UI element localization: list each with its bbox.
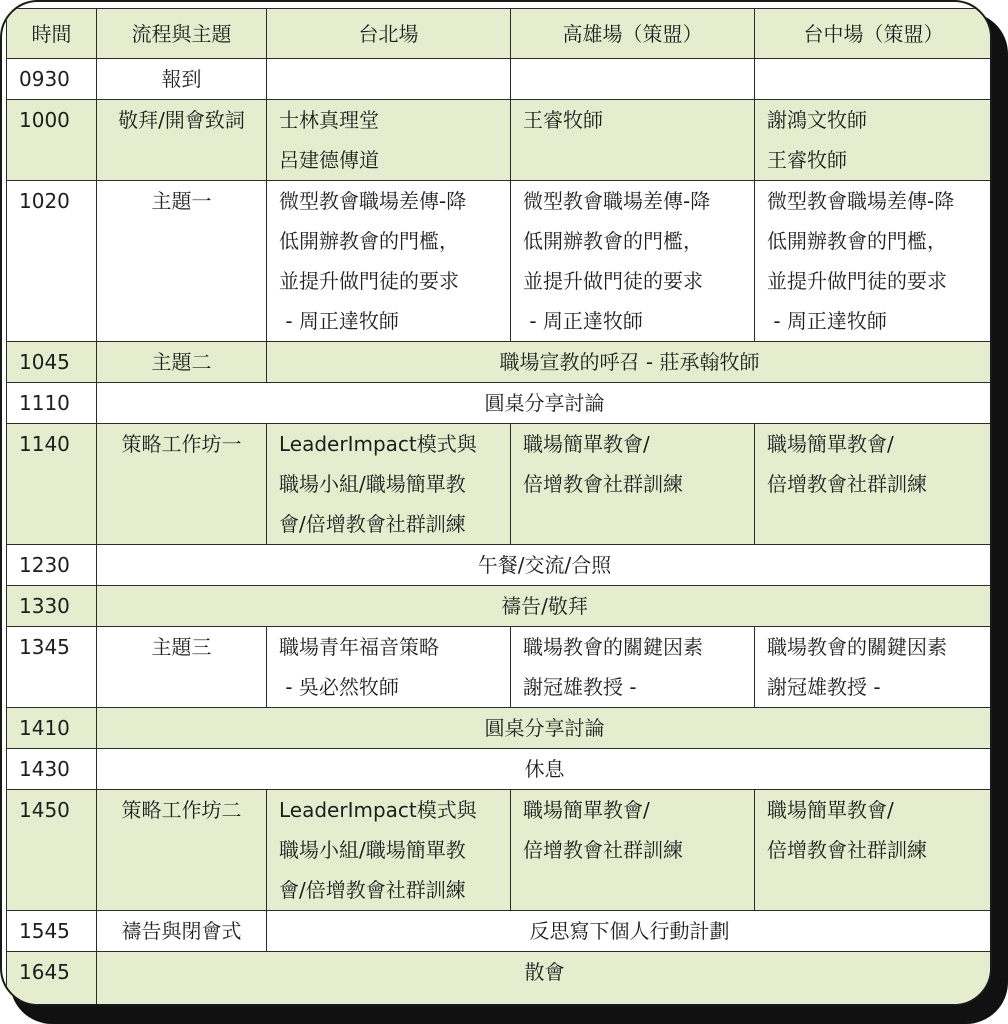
table-row (7, 911, 993, 952)
table-row (7, 100, 993, 181)
taichung-cell (755, 627, 993, 708)
cell-line: 微型教會職場差傳-降 (279, 189, 467, 213)
table-row (7, 181, 993, 342)
span-cell: 職場宣教的呼召 - 莊承翰牧師 (267, 342, 993, 383)
cell-line: - 周正達牧師 (523, 309, 643, 333)
cell-line: 職場教會的關鍵因素 (523, 635, 703, 659)
taichung-cell (755, 59, 993, 100)
cell-line: 低開辦教會的門檻， (523, 229, 703, 253)
time-cell: 1430 (7, 749, 97, 790)
topic-cell: 主題一 (97, 181, 267, 342)
header-row (7, 9, 993, 59)
cell-line: 低開辦教會的門檻， (767, 229, 947, 253)
cell-line: 職場青年福音策略 (279, 635, 439, 659)
cell-line: 謝鴻文牧師 (767, 108, 867, 132)
time-cell: 1330 (7, 586, 97, 627)
cell-line: 並提升做門徒的要求 (767, 269, 947, 293)
cell-line: 職場教會的關鍵因素 (767, 635, 947, 659)
time-cell: 1450 (7, 790, 97, 911)
header-time: 時間 (7, 9, 97, 59)
span-cell: 禱告/敬拜 (97, 586, 993, 627)
cell-line: LeaderImpact模式與 (279, 798, 477, 822)
topic-cell: 主題二 (97, 342, 267, 383)
topic-cell: 主題三 (97, 627, 267, 708)
time-cell: 1020 (7, 181, 97, 342)
time-cell: 1230 (7, 545, 97, 586)
taipei-cell (267, 627, 511, 708)
table-row (7, 424, 993, 545)
span-cell: 散會 (97, 952, 993, 1005)
kaohsiung-cell (511, 627, 755, 708)
cell-line: 王睿牧師 (523, 108, 603, 132)
kaohsiung-cell (511, 181, 755, 342)
header-taichung: 台中場（策盟） (755, 9, 993, 59)
table-row (7, 545, 993, 586)
header-topic: 流程與主題 (97, 9, 267, 59)
cell-line: 倍增教會社群訓練 (523, 838, 683, 862)
cell-line: 微型教會職場差傳-降 (523, 189, 711, 213)
table-row (7, 342, 993, 383)
kaohsiung-cell (511, 59, 755, 100)
topic-cell: 禱告與閉會式 (97, 911, 267, 952)
span-cell: 反思寫下個人行動計劃 (267, 911, 993, 952)
cell-line: 倍增教會社群訓練 (523, 472, 683, 496)
cell-line: - 周正達牧師 (767, 309, 887, 333)
kaohsiung-cell (511, 790, 755, 911)
taipei-cell (267, 424, 511, 545)
time-cell: 1045 (7, 342, 97, 383)
cell-line: 並提升做門徒的要求 (279, 269, 459, 293)
taichung-cell (755, 181, 993, 342)
cell-line: 倍增教會社群訓練 (767, 472, 927, 496)
span-cell: 休息 (97, 749, 993, 790)
taipei-cell (267, 100, 511, 181)
cell-line: - 周正達牧師 (279, 309, 399, 333)
cell-line: 微型教會職場差傳-降 (767, 189, 955, 213)
time-cell: 1410 (7, 708, 97, 749)
schedule-table (6, 8, 992, 1005)
cell-line: 職場簡單教會/ (523, 432, 650, 456)
cell-line: - 吳必然牧師 (279, 675, 399, 699)
taichung-cell (755, 100, 993, 181)
cell-line: LeaderImpact模式與 (279, 432, 477, 456)
topic-cell: 策略工作坊一 (97, 424, 267, 545)
topic-cell: 策略工作坊二 (97, 790, 267, 911)
table-row (7, 749, 993, 790)
topic-cell: 敬拜/開會致詞 (97, 100, 267, 181)
cell-line: 倍增教會社群訓練 (767, 838, 927, 862)
taichung-cell (755, 424, 993, 545)
kaohsiung-cell (511, 424, 755, 545)
cell-line: 士林真理堂 (279, 108, 379, 132)
span-cell: 圓桌分享討論 (97, 708, 993, 749)
cell-line: 職場簡單教會/ (767, 432, 894, 456)
table-row (7, 708, 993, 749)
span-cell: 圓桌分享討論 (97, 383, 993, 424)
time-cell: 1000 (7, 100, 97, 181)
time-cell: 1110 (7, 383, 97, 424)
time-cell: 1345 (7, 627, 97, 708)
time-cell: 1645 (7, 952, 97, 1005)
taipei-cell (267, 181, 511, 342)
cell-line: 職場小組/職場簡單教 (279, 472, 466, 496)
cell-line: 職場小組/職場簡單教 (279, 838, 466, 862)
table-row (7, 383, 993, 424)
table-row (7, 790, 993, 911)
cell-line: 謝冠雄教授 - (523, 675, 637, 699)
table-row (7, 59, 993, 100)
header-taipei: 台北場 (267, 9, 511, 59)
cell-line: 謝冠雄教授 - (767, 675, 881, 699)
cell-line: 職場簡單教會/ (523, 798, 650, 822)
taipei-cell (267, 790, 511, 911)
cell-line: 低開辦教會的門檻， (279, 229, 459, 253)
time-cell: 1140 (7, 424, 97, 545)
cell-line: 王睿牧師 (767, 148, 847, 172)
kaohsiung-cell (511, 100, 755, 181)
time-cell: 1545 (7, 911, 97, 952)
taipei-cell (267, 59, 511, 100)
cell-line: 並提升做門徒的要求 (523, 269, 703, 293)
table-row (7, 586, 993, 627)
table-row (7, 627, 993, 708)
taichung-cell (755, 790, 993, 911)
cell-line: 職場簡單教會/ (767, 798, 894, 822)
cell-line: 呂建德傳道 (279, 148, 379, 172)
table-row (7, 952, 993, 1005)
topic-cell: 報到 (97, 59, 267, 100)
header-kaohsiung: 高雄場（策盟） (511, 9, 755, 59)
cell-line: 會/倍增教會社群訓練 (279, 878, 466, 902)
cell-line: 會/倍增教會社群訓練 (279, 512, 466, 536)
span-cell: 午餐/交流/合照 (97, 545, 993, 586)
time-cell: 0930 (7, 59, 97, 100)
